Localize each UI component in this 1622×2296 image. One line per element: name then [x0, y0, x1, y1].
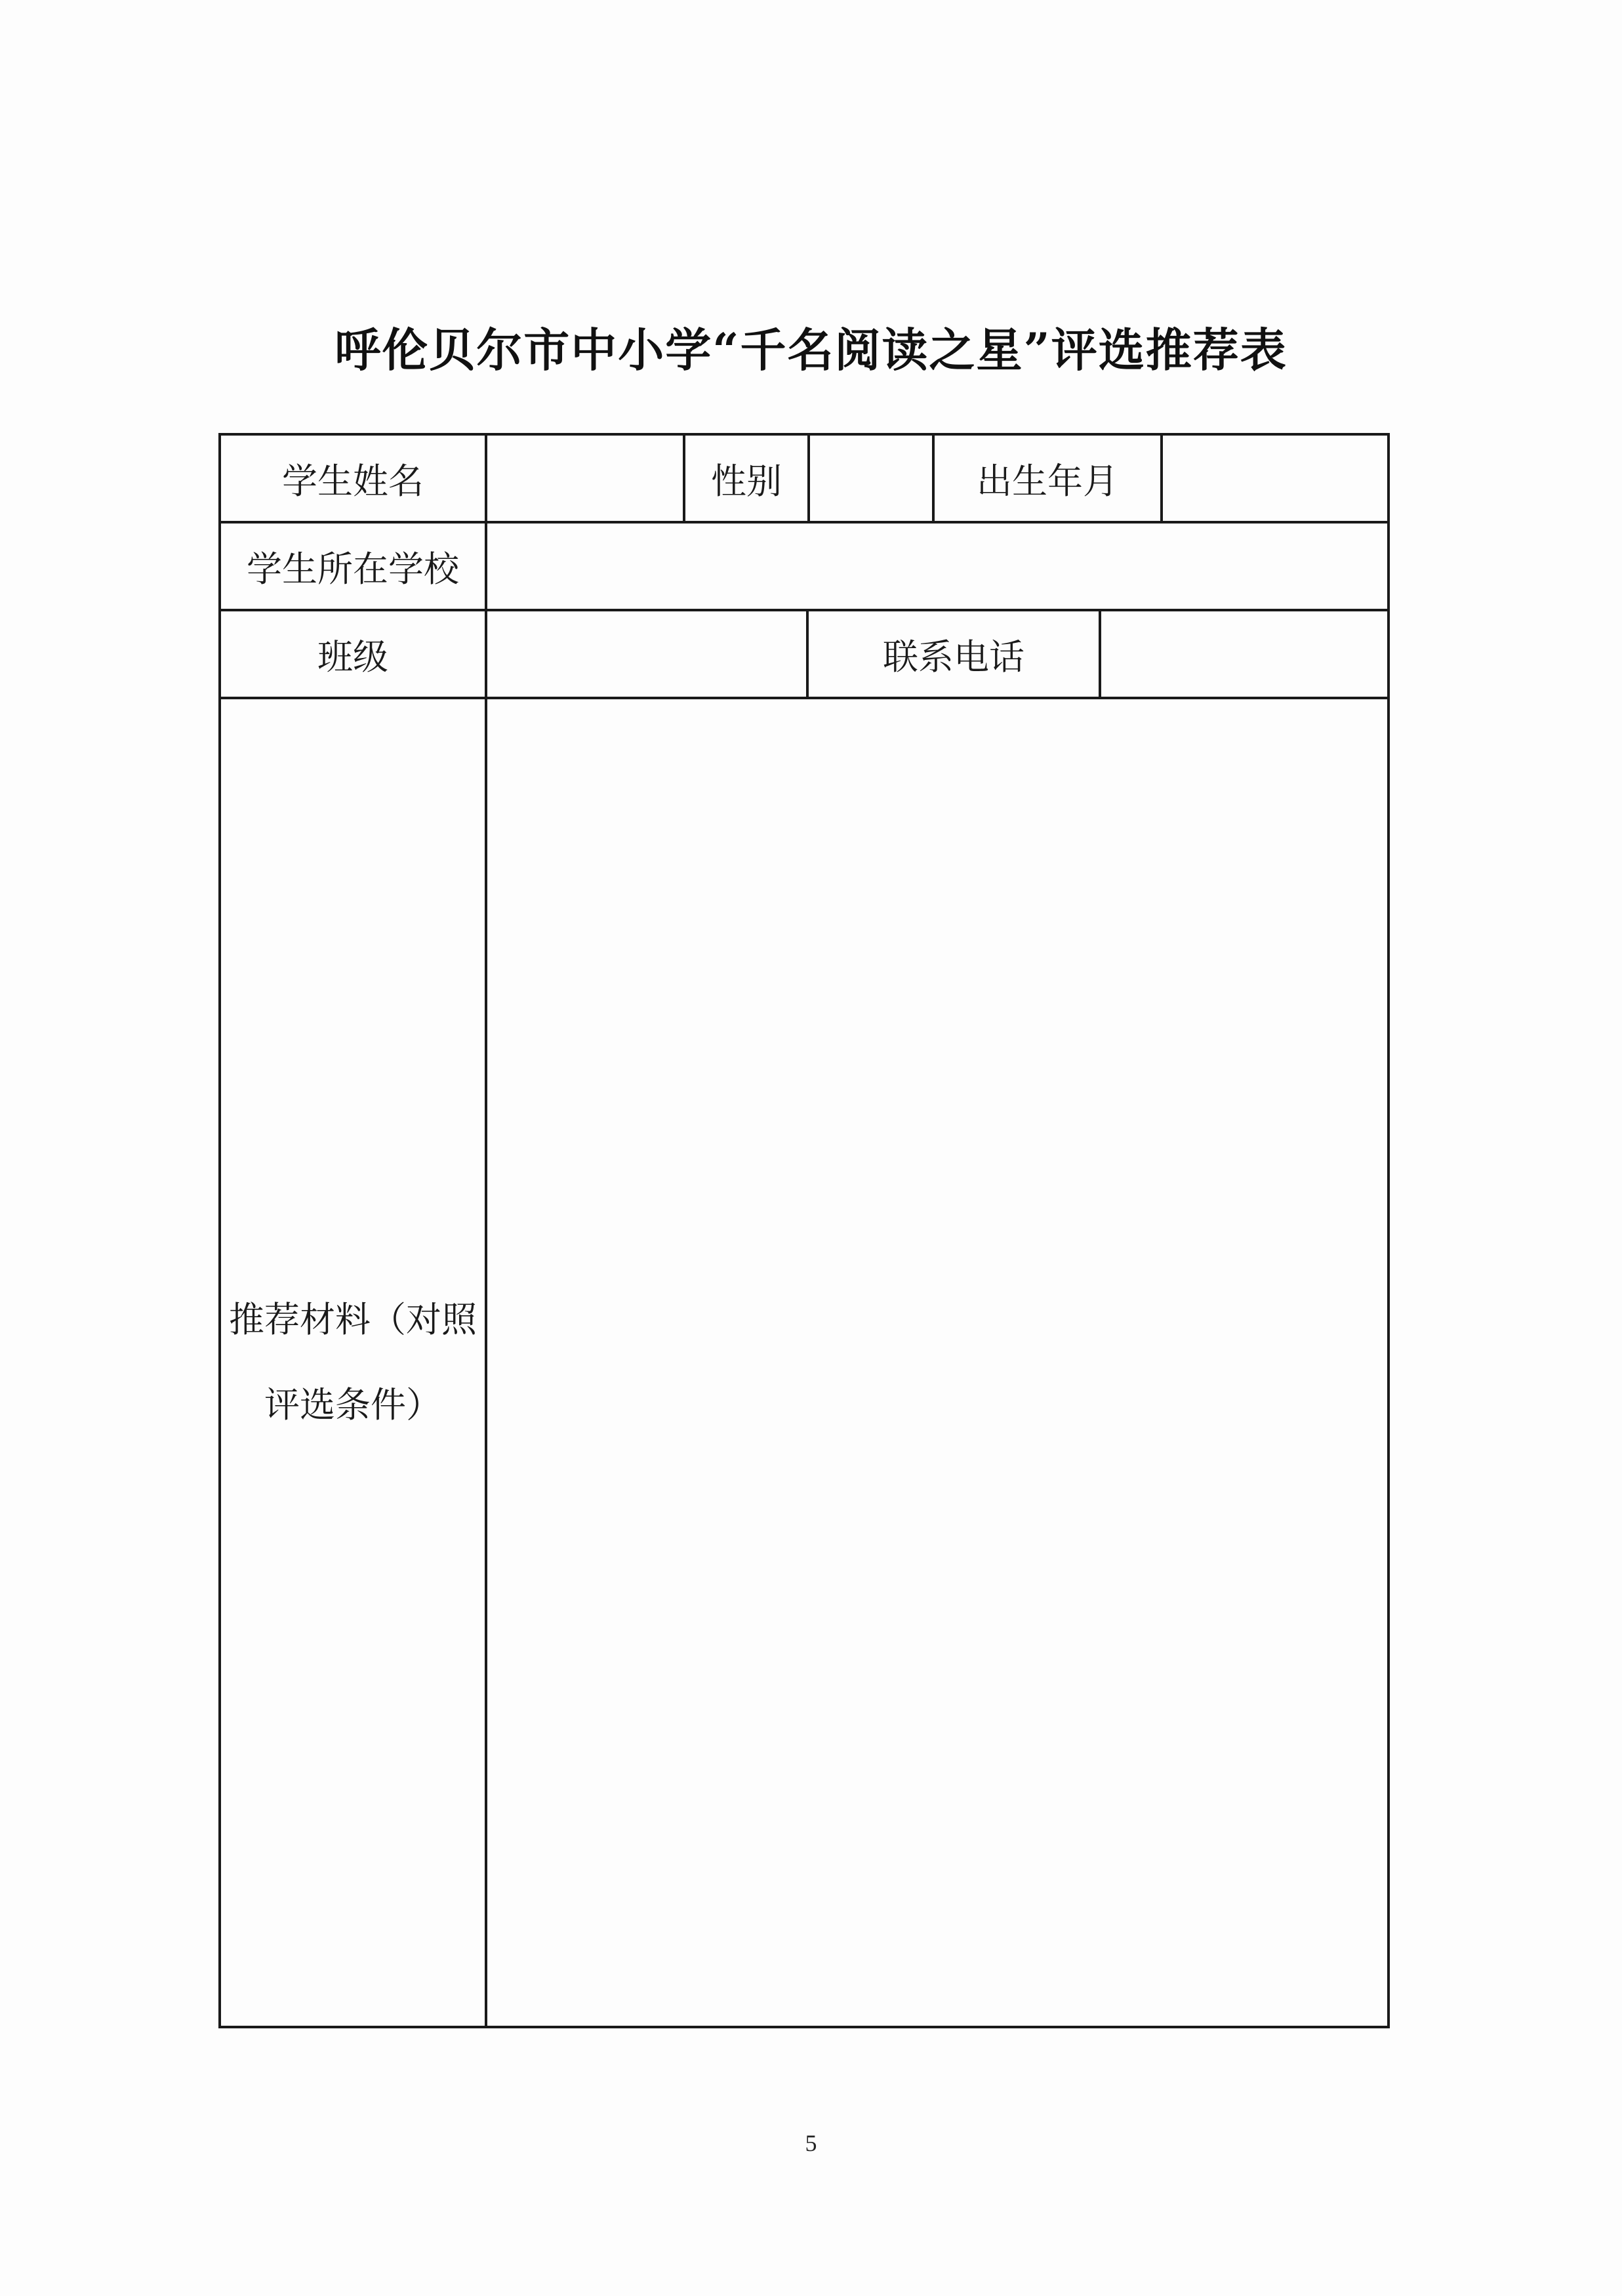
materials-label-line2: 评选条件） — [264, 1384, 441, 1425]
recommendation-form — [218, 433, 1390, 2028]
materials-label — [218, 697, 487, 2028]
school-field[interactable] — [485, 521, 1390, 611]
class-field[interactable] — [485, 609, 809, 699]
class-label: 班级 — [218, 609, 487, 699]
student-name-label: 学生姓名 — [218, 433, 487, 523]
birth-date-label: 出生年月 — [932, 433, 1163, 523]
gender-label: 性别 — [683, 433, 810, 523]
birth-date-field[interactable] — [1160, 433, 1390, 523]
phone-label: 联系电话 — [806, 609, 1101, 699]
page-number: 5 — [805, 2130, 817, 2156]
document-title: 呼伦贝尔市中小学“千名阅读之星”评选推荐表 — [335, 323, 1287, 377]
materials-label-line1: 推荐材料（对照 — [229, 1299, 477, 1340]
student-name-field[interactable] — [485, 433, 685, 523]
phone-field[interactable] — [1099, 609, 1390, 699]
gender-field[interactable] — [807, 433, 935, 523]
materials-field[interactable] — [485, 697, 1390, 2028]
school-label: 学生所在学校 — [218, 521, 487, 611]
